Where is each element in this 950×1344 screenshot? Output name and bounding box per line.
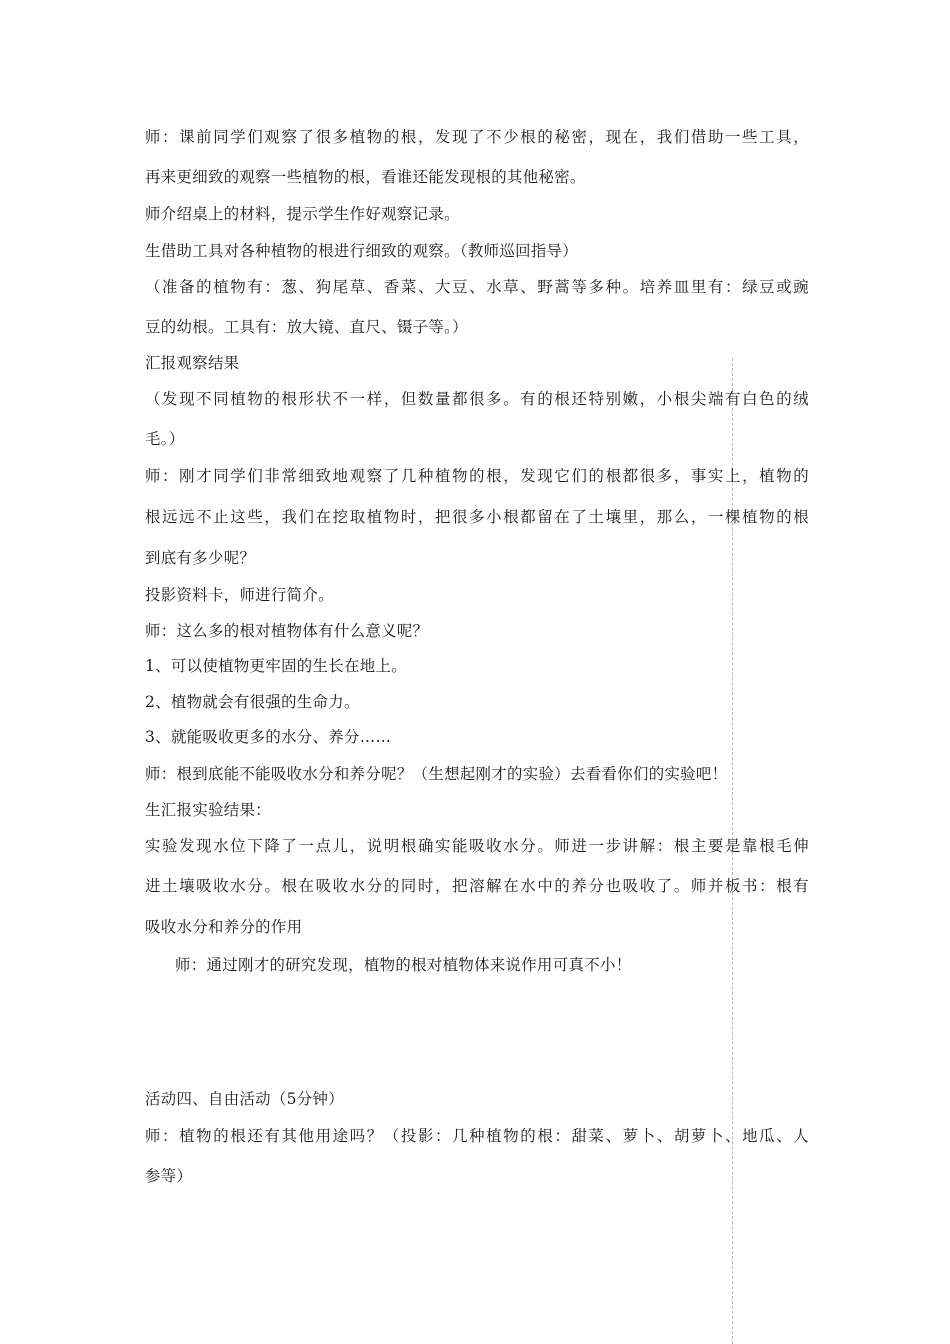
text-line: 师：这么多的根对植物体有什么意义呢？ (145, 622, 429, 640)
text-line: 再来更细致的观察一些植物的根，看谁还能发现根的其他秘密。 (145, 168, 586, 186)
text-line: 师介绍桌上的材料，提示学生作好观察记录。 (145, 205, 460, 223)
text-line: 生汇报实验结果： (145, 801, 271, 819)
text-line: 根远远不止这些，我们在挖取植物时，把很多小根都留在了土壤里，那么，一棵植物的根 (145, 508, 809, 526)
list-item: 1、可以使植物更牢固的生长在地上。 (145, 657, 407, 675)
text-line: 豆的幼根。工具有：放大镜、直尺、镊子等。） (145, 318, 468, 336)
text-line: 吸收水分和养分的作用 (145, 918, 303, 936)
text-line: 师：通过刚才的研究发现，植物的根对植物体来说作用可真不小！ (175, 956, 632, 974)
text-line: 参等） (145, 1167, 193, 1185)
text-line: 实验发现水位下降了一点儿，说明根确实能吸收水分。师进一步讲解：根主要是靠根毛伸 (145, 837, 809, 855)
list-item: 2、植物就会有很强的生命力。 (145, 693, 360, 711)
text-line: 投影资料卡，师进行简介。 (145, 586, 334, 604)
text-line: 师：植物的根还有其他用途吗？（投影：几种植物的根：甜菜、萝卜、胡萝卜、地瓜、人 (145, 1127, 809, 1145)
text-line: 进土壤吸收水分。根在吸收水分的同时，把溶解在水中的养分也吸收了。师并板书：根有 (145, 877, 809, 895)
text-line: 生借助工具对各种植物的根进行细致的观察。（教师巡回指导） (145, 242, 579, 260)
text-line: （准备的植物有：葱、狗尾草、香菜、大豆、水草、野蒿等多种。培养皿里有：绿豆或豌 (145, 278, 809, 296)
text-line: 师：课前同学们观察了很多植物的根，发现了不少根的秘密，现在，我们借助一些工具， (145, 128, 809, 146)
text-line: 师：根到底能不能吸收水分和养分呢？（生想起刚才的实验）去看看你们的实验吧！ (145, 765, 728, 783)
text-line: （发现不同植物的根形状不一样，但数量都很多。有的根还特别嫩，小根尖端有白色的绒 (145, 390, 809, 408)
section-heading: 汇报观察结果 (145, 354, 240, 372)
text-line: 到底有多少呢？ (145, 549, 256, 567)
section-heading: 活动四、自由活动（5分钟） (145, 1090, 345, 1108)
text-line: 毛。） (145, 430, 185, 448)
list-item: 3、就能吸收更多的水分、养分…… (145, 728, 392, 746)
text-line: 师：刚才同学们非常细致地观察了几种植物的根，发现它们的根都很多，事实上，植物的 (145, 467, 809, 485)
